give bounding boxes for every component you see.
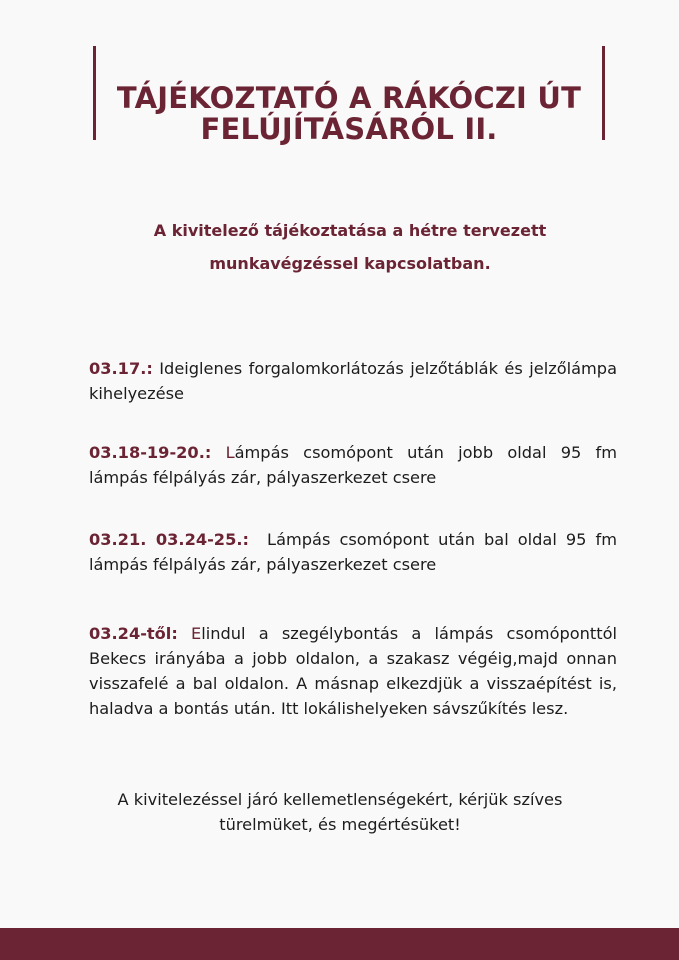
subtitle xyxy=(100,214,600,280)
schedule-text: Ideiglenes forgalomkorlátozás jelzőtáblák és jelzőlámpa kihelyezése xyxy=(89,359,617,403)
schedule-date: 03.21. 03.24-25.: xyxy=(89,530,249,549)
schedule-item xyxy=(89,527,623,577)
schedule-first-letter: E xyxy=(177,624,202,643)
schedule-date: 03.24-től: xyxy=(89,624,178,643)
schedule-text: ámpás csomópont után jobb oldal 95 fm lámpás félpályás zár, pályaszerkezet csere xyxy=(89,443,618,487)
schedule-first-letter: L xyxy=(211,443,235,462)
closing-message xyxy=(90,787,590,837)
schedule-text: Lámpás csomópont után bal oldal 95 fm lámpás félpályás zár, pályaszerkezet csere xyxy=(89,530,623,574)
subtitle-line-1: A kivitelező tájékoztatása a hétre tervezett xyxy=(153,221,547,240)
schedule-date: 03.18-19-20.: xyxy=(89,443,212,462)
closing-line-2: türelmüket, és megértésüket! xyxy=(219,815,461,834)
footer-bar xyxy=(0,928,679,960)
title-line-1: TÁJÉKOZTATÓ A RÁKÓCZI ÚT xyxy=(116,81,582,115)
decorative-line-right xyxy=(602,46,605,140)
decorative-line-left xyxy=(93,46,96,140)
schedule-text: lindul a szegélybontás a lámpás csomóponttól Bekecs irányába a jobb oldalon, a szakasz végéig,majd onnan visszafelé a bal oldalon. A másnap elkezdjük a visszaépítést is, haladva a bontás után. Itt lokálishelyeken sávszűkítés lesz. xyxy=(89,624,617,718)
schedule-item xyxy=(89,621,617,721)
subtitle-line-2: munkavégzéssel kapcsolatban. xyxy=(209,254,491,273)
title-line-2: FELÚJÍTÁSÁRÓL II. xyxy=(200,112,498,146)
schedule-date: 03.17.: xyxy=(89,359,153,378)
page-title xyxy=(100,83,598,145)
closing-line-1: A kivitelezéssel járó kellemetlenségekért, kérjük szíves xyxy=(117,790,563,809)
schedule-item xyxy=(89,440,617,490)
schedule-item xyxy=(89,356,617,406)
